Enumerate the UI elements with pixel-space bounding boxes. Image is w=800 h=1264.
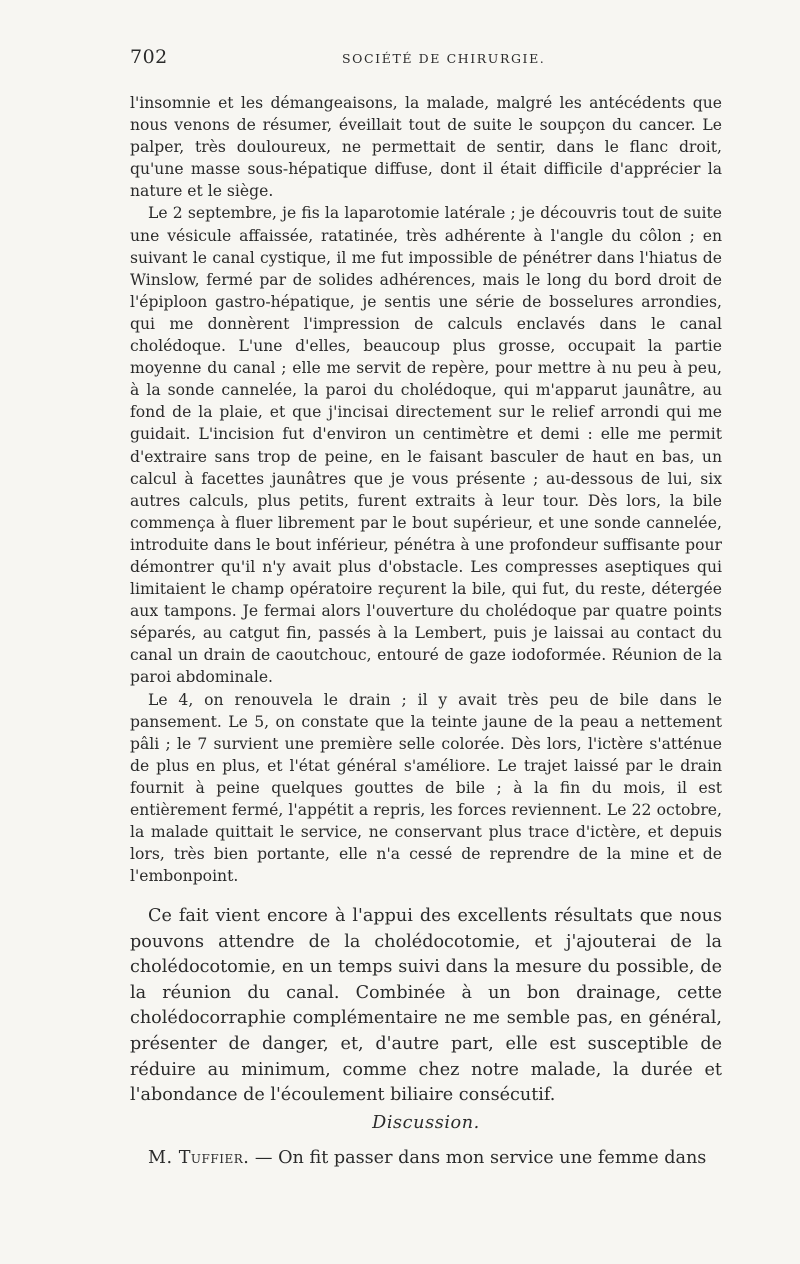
running-head: SOCIÉTÉ DE CHIRURGIE. bbox=[342, 51, 546, 66]
speaker-text: On fit passer dans mon service une femme dans bbox=[278, 1148, 707, 1169]
paragraph-operation: Le 2 septembre, je fis la laparotomie latérale ; je découvris tout de suite une vésicule affaissée, ratatinée, très adhérente à l'angle du côlon ; en suivant le canal cystique, il me fut impossible de pénétrer dans l'hiatus de Winslow, fermé par de solides adhérences, mais le long du bord droit de l'épiploon gastro-hépatique, je sentis une série de bosselures arrondies, qui me donnèrent l'impression de calculs enclavés dans le canal cholédoque. L'une d'elles, beaucoup plus grosse, occupait la partie moyenne du canal ; elle me servit de repère, pour mettre à nu peu à peu, à la sonde cannelée, la paroi du cholédoque, qui m'apparut jaunâtre, au fond de la plaie, et que j'incisai directement sur le relief arrondi qui me guidait. L'incision fut d'environ un centimètre et demi : elle me permit d'extraire sans trop de peine, en le faisant basculer de haut en bas, un calcul à facettes jaunâtres que je vous présente ; au-dessous de lui, six autres calculs, plus petits, furent extraits à leur tour. Dès lors, la bile commença à fluer librement par le bout supérieur, et une sonde cannelée, introduite dans le bout inférieur, pénétra à une profondeur suffisante pour démontrer qu'il n'y avait plus d'obstacle. Les compresses aseptiques qui limitaient le champ opératoire reçurent la bile, qui fut, du reste, détergée aux tampons. Je fermai alors l'ouverture du cholédoque par quatre points séparés, au catgut fin, passés à la Lembert, puis je laissai au contact du canal un drain de caoutchouc, entouré de gaze iodoformée. Réunion de la paroi abdominale. bbox=[130, 204, 722, 687]
case-report-text bbox=[130, 92, 722, 887]
page-number: 702 bbox=[130, 46, 168, 68]
paragraph-conclusion: Ce fait vient encore à l'appui des excellents résultats que nous pouvons attendre de la cholédocotomie, et j'ajouterai de la cholédocotomie, en un temps suivi dans la mesure du possible, de la réunion du canal. Combinée à un bon drainage, cette cholédocorraphie complémentaire ne me semble pas, en général, présenter de danger, et, d'autre part, elle est susceptible de réduire au minimum, comme chez notre malade, la durée et l'abondance de l'écoulement biliaire consécutif. bbox=[130, 906, 722, 1106]
conclusion-text bbox=[130, 904, 722, 1172]
speaker-name: M. Tuffier. bbox=[148, 1148, 250, 1169]
paragraph-continuation: l'insomnie et les démangeaisons, la malade, malgré les antécédents que nous venons de résumer, éveillait tout de suite le soupçon du cancer. Le palper, très douloureux, ne permettait de sentir, dans le flanc droit, qu'une masse sous-hépatique diffuse, dont il était difficile d'apprécier la nature et le siège. bbox=[130, 94, 722, 201]
paragraph-follow-up: Le 4, on renouvela le drain ; il y avait très peu de bile dans le pansement. Le 5, on constate que la teinte jaune de la peau a nettement pâli ; le 7 survient une première selle colorée. Dès lors, l'ictère s'atténue de plus en plus, et l'état général s'améliore. Le trajet laissé par le drain fournit à peine quelques gouttes de bile ; à la fin du mois, il est entièrement fermé, l'appétit a repris, les forces reviennent. Le 22 octobre, la malade quittait le service, ne conservant plus trace d'ictère, et depuis lors, très bien portante, elle n'a cessé de reprendre de la mine et de l'embonpoint. bbox=[130, 690, 722, 886]
speaker-line bbox=[130, 1146, 722, 1172]
speaker-separator: — bbox=[249, 1148, 279, 1169]
page-header bbox=[130, 46, 720, 68]
discussion-heading: Discussion. bbox=[372, 1112, 480, 1133]
